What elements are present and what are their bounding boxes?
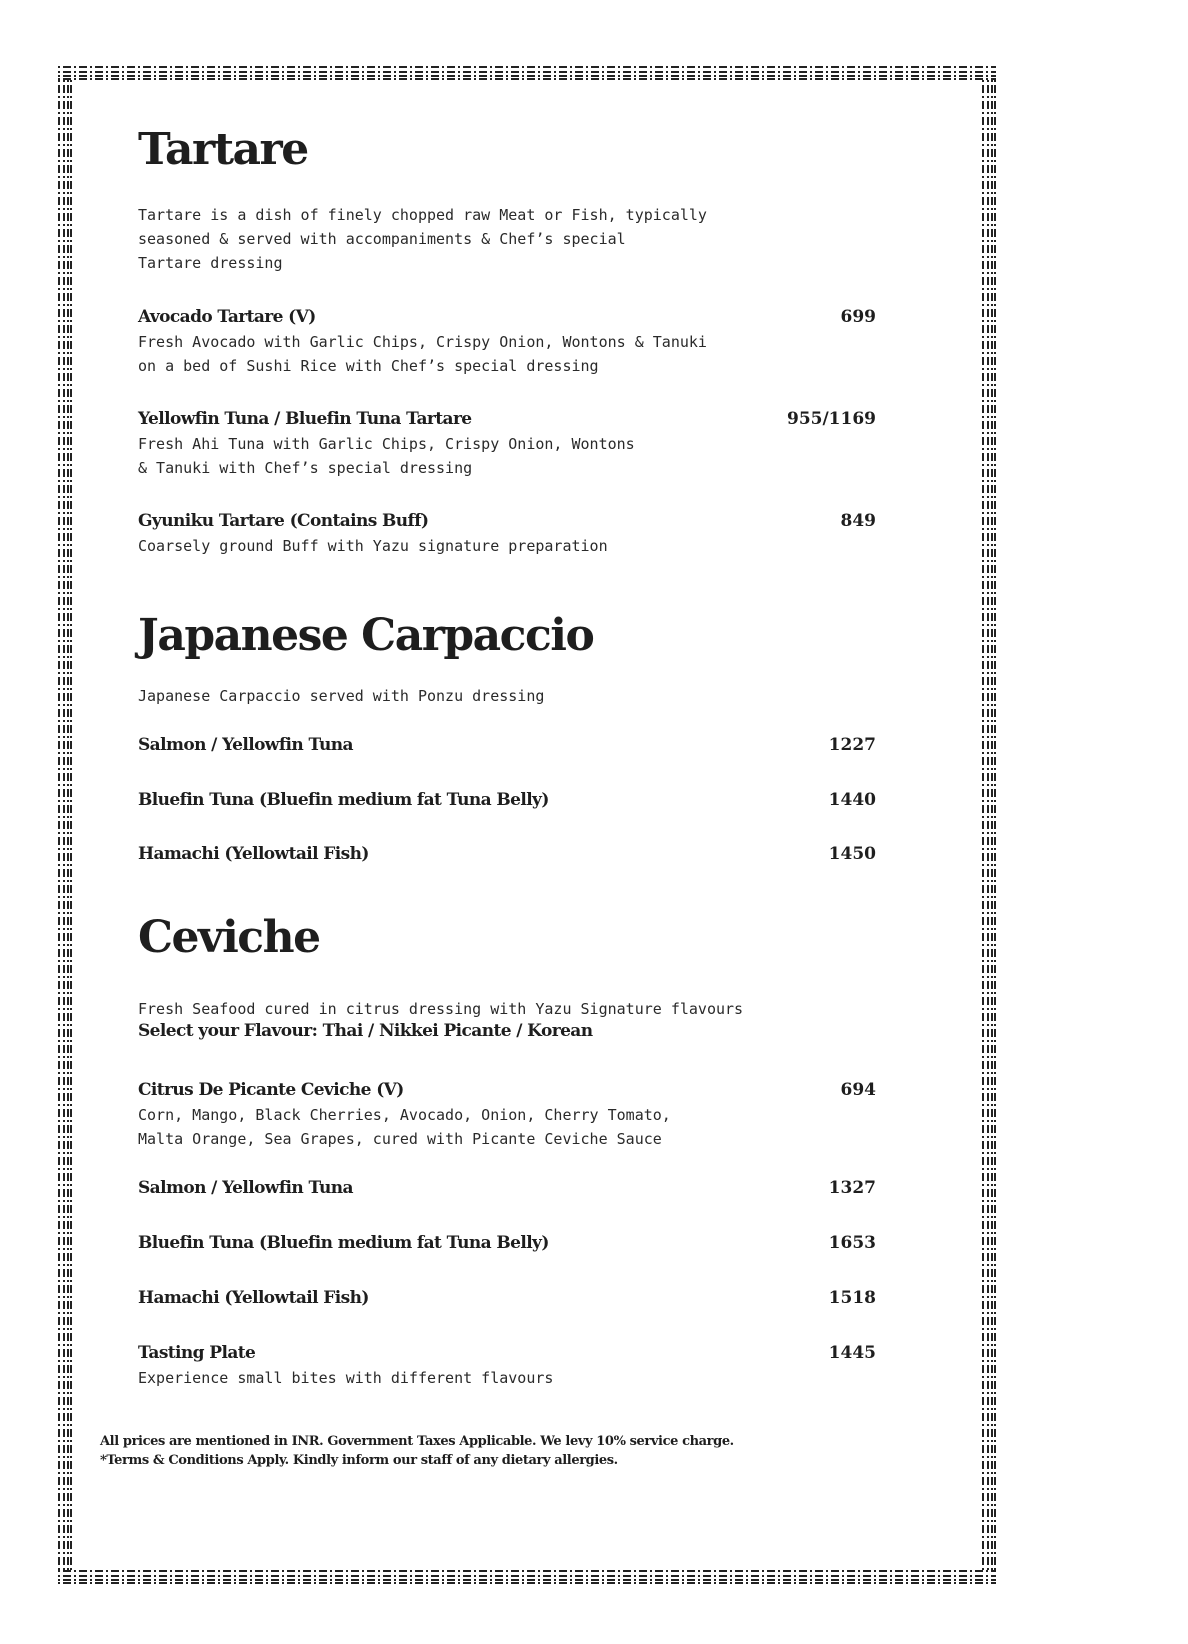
item-name: Avocado Tartare (V) <box>138 307 316 327</box>
section-title-carpaccio: Japanese Carpaccio <box>138 610 594 661</box>
item-name: Salmon / Yellowfin Tuna <box>138 1178 353 1198</box>
item-description: Coarsely ground Buff with Yazu signature preparation <box>138 537 608 555</box>
item-price: 1653 <box>828 1233 876 1253</box>
item-description: Fresh Ahi Tuna with Garlic Chips, Crispy Onion, Wontons & Tanuki with Chef’s special dressing <box>138 435 635 477</box>
footer-line-terms: *Terms & Conditions Apply. Kindly inform our staff of any dietary allergies. <box>100 1453 618 1468</box>
item-name: Salmon / Yellowfin Tuna <box>138 735 353 755</box>
item-name: Yellowfin Tuna / Bluefin Tuna Tartare <box>138 409 472 429</box>
item-price: 1518 <box>828 1288 876 1308</box>
item-name: Tasting Plate <box>138 1343 256 1363</box>
item-price: 1450 <box>828 844 876 864</box>
section-description-ceviche: Fresh Seafood cured in citrus dressing with Yazu Signature flavours <box>138 1000 744 1018</box>
item-name: Hamachi (Yellowtail Fish) <box>138 844 369 864</box>
item-price: 1445 <box>828 1343 876 1363</box>
item-price: 1327 <box>828 1178 876 1198</box>
section-description-tartare: Tartare is a dish of finely chopped raw Meat or Fish, typically seasoned & served with accompaniments & Chef’s special Tartare dressing <box>138 206 707 272</box>
item-price: 699 <box>840 307 876 327</box>
item-price: 694 <box>840 1080 876 1100</box>
section-title-tartare: Tartare <box>138 124 308 175</box>
item-name: Gyuniku Tartare (Contains Buff) <box>138 511 429 531</box>
item-price: 1440 <box>828 790 876 810</box>
section-title-ceviche: Ceviche <box>138 912 320 963</box>
section-description-carpaccio: Japanese Carpaccio served with Ponzu dressing <box>138 687 545 705</box>
item-name: Hamachi (Yellowtail Fish) <box>138 1288 369 1308</box>
item-description: Corn, Mango, Black Cherries, Avocado, Onion, Cherry Tomato, Malta Orange, Sea Grapes, cured with Picante Ceviche Sauce <box>138 1106 671 1148</box>
menu-content <box>138 0 876 1644</box>
item-price: 1227 <box>828 735 876 755</box>
footer-line-prices: All prices are mentioned in INR. Government Taxes Applicable. We levy 10% service charge. <box>100 1434 734 1449</box>
item-price: 955/1169 <box>786 409 876 429</box>
item-description: Fresh Avocado with Garlic Chips, Crispy Onion, Wontons & Tanuki on a bed of Sushi Rice with Chef’s special dressing <box>138 333 707 375</box>
item-name: Citrus De Picante Ceviche (V) <box>138 1080 404 1100</box>
item-name: Bluefin Tuna (Bluefin medium fat Tuna Belly) <box>138 790 549 810</box>
footer-notes <box>100 1432 734 1470</box>
item-description: Experience small bites with different flavours <box>138 1369 554 1387</box>
flavour-selection: Select your Flavour: Thai / Nikkei Picante / Korean <box>138 1021 593 1041</box>
border-left <box>58 80 72 1570</box>
item-price: 849 <box>840 511 876 531</box>
border-right <box>982 80 996 1570</box>
item-name: Bluefin Tuna (Bluefin medium fat Tuna Belly) <box>138 1233 549 1253</box>
